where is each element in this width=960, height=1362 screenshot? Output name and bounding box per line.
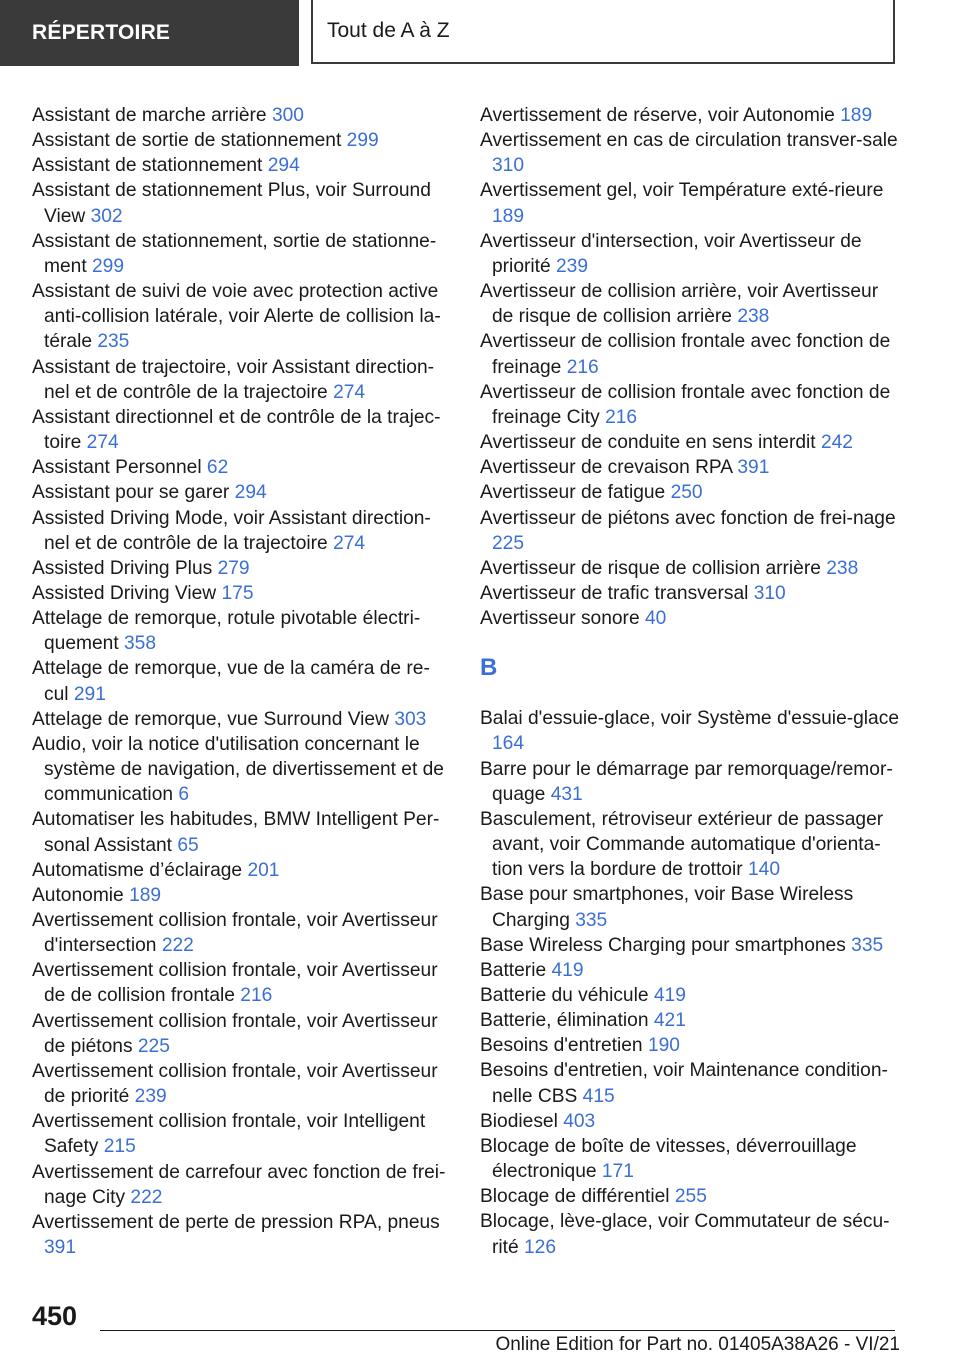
index-entry-text: Audio, voir la notice d'utilisation concernant le système de navigation, de divertissement et de communication (32, 733, 444, 806)
page-header (0, 0, 960, 66)
index-entry-text: Besoins d'entretien (480, 1035, 643, 1057)
index-entry-text: Avertissement de réserve, voir Autonomie (480, 105, 835, 126)
index-page-link[interactable]: 65 (177, 834, 199, 856)
index-entry-text: Avertisseur de crevaison RPA (480, 457, 733, 479)
edition-note: Online Edition for Part no. 01405A38A26 - VI/21 (495, 1334, 900, 1355)
index-page-link[interactable]: 225 (137, 1035, 170, 1057)
index-entry (480, 1008, 900, 1033)
index-page-link[interactable]: 235 (97, 331, 130, 353)
index-entry (480, 556, 900, 581)
index-entry (480, 1058, 900, 1108)
index-page-link[interactable]: 126 (524, 1236, 557, 1258)
index-entry (32, 1210, 450, 1260)
index-entry (32, 883, 450, 908)
index-entry-text: Assistant de stationnement (32, 155, 263, 177)
index-page-link[interactable]: 274 (333, 381, 366, 403)
index-page-link[interactable]: 335 (575, 909, 608, 931)
index-entry-text: Assistant Personnel (32, 457, 202, 479)
index-entry (480, 103, 900, 128)
index-entry (480, 983, 900, 1008)
index-entry (480, 380, 900, 430)
index-entry (480, 279, 900, 329)
index-page-link[interactable]: 274 (333, 532, 366, 554)
index-entry (32, 581, 450, 606)
index-page-link[interactable]: 216 (605, 406, 638, 428)
index-entry-text: Barre pour le démarrage par remorquage/remor-quage (480, 758, 893, 805)
index-page-link[interactable]: 225 (492, 532, 525, 554)
index-page-link[interactable]: 215 (103, 1136, 136, 1158)
index-page-link[interactable]: 222 (130, 1186, 163, 1208)
index-column-right (480, 103, 900, 1260)
index-entry (32, 606, 450, 656)
index-entry-text: Avertisseur d'intersection, voir Avertisseur de priorité (480, 230, 862, 277)
index-entry-text: Assisted Driving Mode, voir Assistant direction-nel et de contrôle de la trajectoire (32, 507, 431, 554)
index-entry (480, 480, 900, 505)
index-letter-heading: B (480, 654, 498, 682)
index-page-link[interactable]: 239 (556, 255, 589, 277)
index-page-link[interactable]: 419 (653, 985, 686, 1006)
index-entry-text: Assistant pour se garer (32, 482, 230, 504)
index-page-link[interactable]: 140 (747, 859, 780, 881)
index-entry-text: Assistant de trajectoire, voir Assistant direction-nel et de contrôle de la trajectoire (32, 356, 435, 403)
index-page-link[interactable]: 294 (234, 482, 267, 504)
index-page-link[interactable]: 294 (267, 155, 300, 177)
index-page-link[interactable]: 299 (92, 255, 125, 277)
index-entry (32, 279, 450, 354)
index-page-link[interactable]: 300 (271, 105, 304, 126)
index-entry (480, 229, 900, 279)
index-page-link[interactable]: 255 (674, 1186, 707, 1208)
index-entry-text: Base pour smartphones, voir Base Wireless Charging (480, 884, 854, 931)
index-entry (32, 455, 450, 480)
index-entry-text: Attelage de remorque, rotule pivotable électri-quement (32, 608, 421, 655)
index-entry-text: Batterie (480, 959, 547, 981)
index-entry-text: Avertissement collision frontale, voir Avertisseur d'intersection (32, 910, 438, 957)
index-entry-text: Batterie du véhicule (480, 985, 649, 1006)
index-entry-text: Assistant de sortie de stationnement (32, 130, 342, 152)
index-entry (480, 1184, 900, 1209)
index-entry-text: Batterie, élimination (480, 1010, 649, 1032)
index-entry (480, 178, 900, 228)
index-entry (480, 757, 900, 807)
index-page-link[interactable]: 299 (346, 130, 379, 152)
index-entry (480, 958, 900, 983)
index-page-link[interactable]: 175 (221, 582, 254, 604)
index-entry (32, 556, 450, 581)
index-entry (32, 908, 450, 958)
index-entry (480, 1033, 900, 1058)
index-entry-text: Avertisseur de collision frontale avec fonction de freinage (480, 331, 891, 378)
index-entry (480, 882, 900, 932)
index-page-link[interactable]: 274 (86, 432, 119, 454)
index-entry-text: Blocage, lève-glace, voir Commutateur de sécu-rité (480, 1211, 890, 1258)
index-entry-text: Base Wireless Charging pour smartphones (480, 934, 846, 956)
index-entry (480, 581, 900, 606)
index-entry-text: Attelage de remorque, vue Surround View (32, 708, 389, 730)
index-entry (480, 1134, 900, 1184)
index-page-link[interactable]: 391 (737, 457, 770, 479)
index-page-link[interactable]: 216 (240, 985, 273, 1007)
index-entry (480, 933, 900, 958)
index-column-left (32, 103, 450, 1260)
index-entry (32, 807, 450, 857)
page-number: 450 (32, 1301, 78, 1331)
section-tab (0, 0, 299, 66)
index-entry (32, 732, 450, 807)
section-label: RÉPERTOIRE (32, 21, 171, 44)
index-entry (480, 706, 900, 756)
index-entry (32, 858, 450, 883)
index-entry (480, 807, 900, 882)
index-entry (32, 1109, 450, 1159)
index-page-link[interactable]: 6 (178, 784, 190, 806)
index-entry (480, 506, 900, 556)
index-entry-text: Assistant de marche arrière (32, 105, 267, 126)
index-entry-text: Avertissement de carrefour avec fonction de frei-nage City (32, 1161, 446, 1208)
index-entry-text: Avertisseur de trafic transversal (480, 582, 749, 604)
index-page-link[interactable]: 164 (492, 733, 525, 755)
index-entry-text: Assisted Driving View (32, 582, 217, 604)
index-entry (32, 103, 450, 128)
index-entry (480, 1109, 900, 1134)
index-page-link[interactable]: 40 (644, 608, 667, 630)
index-page-link[interactable]: 403 (563, 1110, 596, 1132)
index-page-link[interactable]: 391 (44, 1237, 77, 1259)
index-entry (32, 656, 450, 706)
index-entry-text: Avertissement collision frontale, voir Avertisseur de priorité (32, 1060, 438, 1108)
index-page-link[interactable]: 242 (820, 432, 853, 454)
index-entry-text: Assisted Driving Plus (32, 557, 213, 579)
index-entry (32, 1059, 450, 1109)
index-entry-text: Avertissement collision frontale, voir Avertisseur de piétons (32, 1010, 438, 1057)
index-entry (32, 1160, 450, 1210)
index-group-b (480, 706, 900, 1259)
index-entry (32, 480, 450, 505)
index-entry (32, 229, 450, 279)
index-page-link[interactable]: 302 (90, 205, 123, 227)
index-page-link[interactable]: 310 (492, 155, 525, 177)
index-page-link[interactable]: 201 (247, 859, 280, 881)
index-page-link[interactable]: 171 (601, 1161, 634, 1183)
index-page-link[interactable]: 303 (394, 708, 427, 730)
index-page-link[interactable]: 189 (840, 105, 873, 126)
index-entry (480, 329, 900, 379)
index-entry-text: Assistant de stationnement Plus, voir Surround View (32, 180, 431, 227)
index-page-link[interactable]: 291 (73, 683, 106, 705)
index-entry-text: Assistant directionnel et de contrôle de la trajec-toire (32, 406, 441, 454)
index-entry-text: Avertissement gel, voir Température exté-rieure (480, 180, 884, 202)
index-entry-text: Automatiser les habitudes, BMW Intelligent Per-sonal Assistant (32, 809, 440, 856)
index-entry-text: Autonomie (32, 884, 124, 906)
index-entry-text: Avertissement collision frontale, voir Intelligent Safety (32, 1111, 426, 1158)
index-entry (480, 430, 900, 455)
index-entry (32, 506, 450, 556)
index-entry-text: Blocage de différentiel (480, 1186, 670, 1208)
index-entry-text: Besoins d'entretien, voir Maintenance condition-nelle CBS (480, 1060, 888, 1107)
index-entry-text: Biodiesel (480, 1110, 558, 1132)
chapter-title (311, 0, 895, 64)
index-page-link[interactable]: 239 (134, 1086, 167, 1108)
index-page-link[interactable]: 238 (737, 306, 770, 328)
index-entry (32, 405, 450, 455)
index-page-link[interactable]: 216 (566, 356, 599, 378)
index-entry (32, 153, 450, 178)
index-entry (32, 128, 450, 153)
footer-divider (100, 1330, 895, 1331)
index-entry (32, 707, 450, 732)
index-page-link[interactable]: 238 (826, 557, 859, 579)
index-entry-text: Avertissement en cas de circulation transver-sale (480, 130, 898, 152)
index-entry-text: Attelage de remorque, vue de la caméra de re-cul (32, 658, 430, 705)
index-page-link[interactable]: 358 (124, 633, 157, 655)
index-entry-text: Avertisseur de conduite en sens interdit (480, 432, 816, 454)
index-page-link[interactable]: 189 (129, 884, 162, 906)
index-entry (480, 1209, 900, 1259)
index-entry-text: Automatisme d’éclairage (32, 859, 243, 881)
index-entry-text: Avertisseur sonore (480, 608, 640, 630)
index-entry-text: Avertissement de perte de pression RPA, pneus (32, 1211, 440, 1233)
index-entry-text: Assistant de suivi de voie avec protection active anti-collision latérale, voir Alerte de collision la-térale (32, 281, 441, 353)
index-entry-text: Balai d'essuie-glace, voir Système d'essuie-glace (480, 708, 899, 730)
index-entry-text: Basculement, rétroviseur extérieur de passager avant, voir Commande automatique d'orienta-tion vers la bordure de trottoir (480, 808, 884, 881)
index-entry (32, 355, 450, 405)
index-page-link[interactable]: 310 (753, 582, 786, 604)
index-page-link[interactable]: 190 (647, 1035, 680, 1057)
index-entry (480, 455, 900, 480)
index-entry (32, 958, 450, 1008)
index-page-link[interactable]: 189 (492, 205, 525, 227)
index-entry (32, 1009, 450, 1059)
index-entry-text: Avertissement collision frontale, voir Avertisseur de de collision frontale (32, 960, 438, 1007)
index-page-link[interactable]: 222 (161, 935, 194, 957)
index-page-link[interactable]: 431 (550, 783, 583, 805)
index-entry-text: Avertisseur de risque de collision arrière (480, 557, 821, 579)
index-page-link[interactable]: 419 (551, 959, 584, 981)
index-entry-text: Avertisseur de collision frontale avec fonction de freinage City (480, 381, 891, 428)
index-page-link[interactable]: 279 (217, 557, 250, 579)
index-entry-text: Avertisseur de fatigue (480, 482, 666, 504)
index-page-link[interactable]: 250 (670, 482, 703, 504)
index-group-a-continued (480, 103, 900, 631)
index-entry-text: Assistant de stationnement, sortie de stationne-ment (32, 230, 437, 277)
chapter-label: Tout de A à Z (327, 19, 450, 42)
index-page-link[interactable]: 62 (206, 457, 229, 479)
index-entry (480, 606, 900, 631)
index-entry (32, 178, 450, 228)
index-entry-text: Avertisseur de collision arrière, voir Avertisseur de risque de collision arrière (480, 281, 879, 328)
index-entry-text: Blocage de boîte de vitesses, déverrouillage électronique (480, 1135, 857, 1183)
index-page-link[interactable]: 335 (851, 934, 884, 956)
index-page-link[interactable]: 415 (582, 1085, 615, 1107)
index-entry-text: Avertisseur de piétons avec fonction de frei-nage (480, 507, 896, 529)
index-entry (480, 128, 900, 178)
index-page-link[interactable]: 421 (653, 1010, 686, 1032)
